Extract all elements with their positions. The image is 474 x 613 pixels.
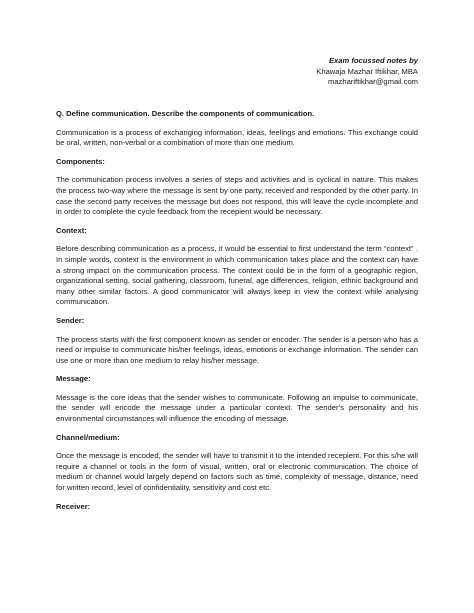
author-heading: Exam focussed notes by xyxy=(328,56,418,65)
section-heading-receiver: Receiver: xyxy=(56,501,91,511)
question-heading: Q. Define communication. Describe the components of communication. xyxy=(56,109,315,118)
author-name: Khawaja Mazhar Iftikhar, MBA xyxy=(316,66,418,76)
section-heading-message: Message: xyxy=(56,374,91,384)
document-body xyxy=(56,109,418,520)
section-text-message: Message is the core ideas that the sender wishes to communicate. Following an impulse to communicate, the sender will encode the message under a particular context. The sender’s personality and his environmental circumstances will influence the encoding of message. xyxy=(56,392,418,424)
section-heading-context: Context: xyxy=(56,225,87,235)
author-block xyxy=(316,56,418,88)
section-text-channel: Once the message is encoded, the sender will have to transmit it to the intended recepient. For this s/he will require a channel or tools in the form of visual, written, oral or electronic communication. The choice of medium or channel would largely depend on factors such as time, complexity of message, distance, need for written record, level of confidentiality, sensitivity and cost etc. xyxy=(56,451,418,493)
section-text-context: Before describing communication as a process, it would be essential to first understand the term “context” . In simple words, context is the environment in which communication takes place and the context can have a strong impact on the communication process. The context could be in the form of a geographic region, organizational setting, social gathering, classroom, funeral, age differences, religion, ethnic background and many other similar factors. A good communicator will always keep in view the context while analysing communication. xyxy=(56,244,418,307)
section-text-sender: The process starts with the first component known as sender or encoder. The sender is a person who has a need or impulse to communicate his/her feelings, ideas, emotions or exchange information. The sender can use one or more than one medium to relay his/her message. xyxy=(56,334,418,365)
section-heading-channel: Channel/medium: xyxy=(56,432,120,442)
section-heading-components: Components: xyxy=(56,156,105,166)
intro-paragraph: Communication is a process of exchanging information, ideas, feelings and emotions. This exchange could be oral, written, non-verbal or a combination of more than one medium. xyxy=(56,127,418,148)
section-text-components: The communication process involves a series of steps and activities and is cyclical in nature. This makes the process two-way where the message is sent by one party, received and responded by the other party. In case the second party receives the message but does not respond, this will leave the cycle incomplete and in order to complete the cycle feedback from the recepient would be necessary. xyxy=(56,175,418,217)
section-heading-sender: Sender: xyxy=(56,315,85,325)
author-email: mazhariftikhar@gmail.com xyxy=(328,77,418,87)
